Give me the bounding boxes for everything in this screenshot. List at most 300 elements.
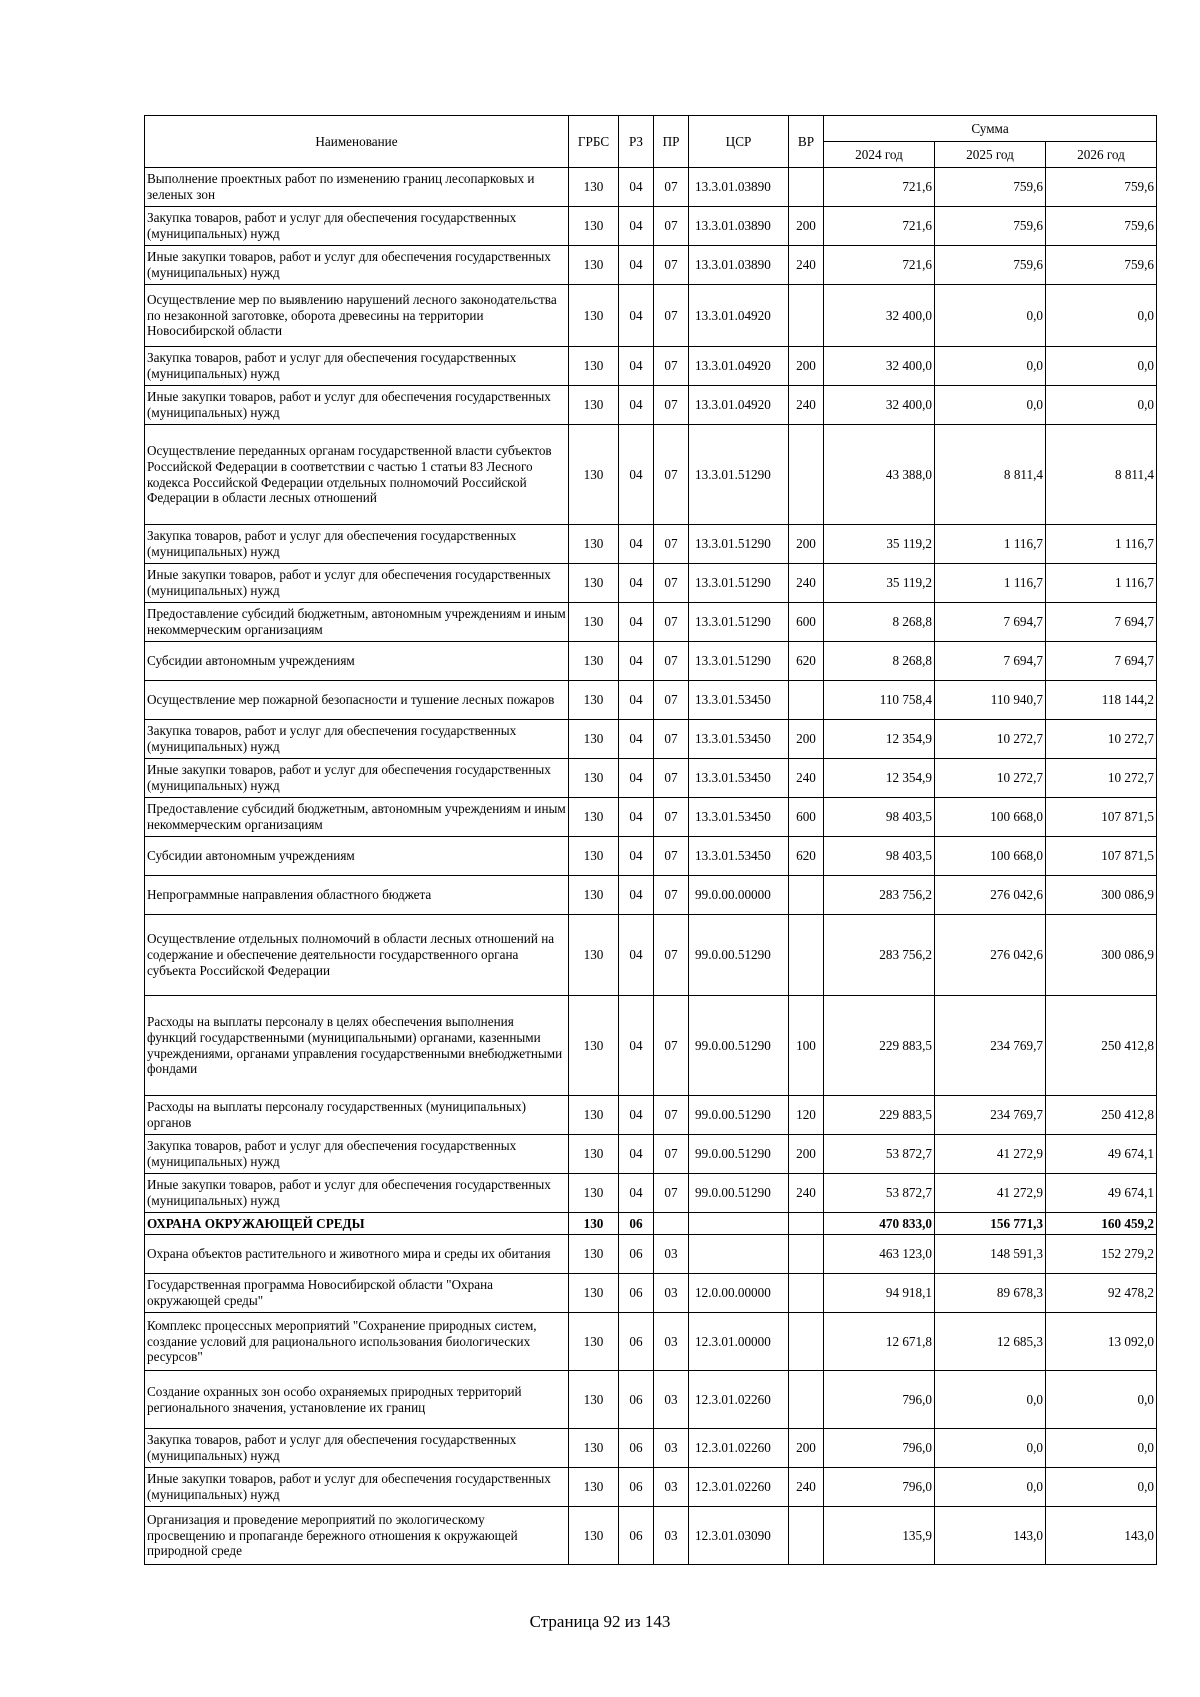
row-amount-2026: 8 811,4 (1046, 425, 1157, 525)
row-amount-2024: 463 123,0 (824, 1235, 935, 1274)
table-row (145, 642, 1157, 681)
row-name: Закупка товаров, работ и услуг для обеспечения государственных (муниципальных) нужд (145, 207, 569, 246)
row-vr: 200 (789, 1429, 824, 1468)
row-amount-2025: 234 769,7 (935, 996, 1046, 1096)
row-csr: 13.3.01.04920 (689, 386, 789, 425)
row-name: Иные закупки товаров, работ и услуг для обеспечения государственных (муниципальных) нужд (145, 1468, 569, 1507)
row-amount-2025: 276 042,6 (935, 876, 1046, 915)
row-amount-2024: 796,0 (824, 1429, 935, 1468)
row-vr: 200 (789, 347, 824, 386)
table-row (145, 564, 1157, 603)
row-vr: 600 (789, 798, 824, 837)
row-pr: 07 (654, 876, 689, 915)
row-rz: 04 (619, 285, 654, 347)
row-amount-2026: 10 272,7 (1046, 720, 1157, 759)
row-name: Иные закупки товаров, работ и услуг для обеспечения государственных (муниципальных) нужд (145, 759, 569, 798)
row-rz: 04 (619, 876, 654, 915)
row-amount-2025: 10 272,7 (935, 720, 1046, 759)
row-amount-2026: 0,0 (1046, 386, 1157, 425)
row-csr: 99.0.00.51290 (689, 1096, 789, 1135)
row-amount-2025: 0,0 (935, 1371, 1046, 1429)
row-pr: 07 (654, 681, 689, 720)
row-csr: 13.3.01.51290 (689, 564, 789, 603)
row-amount-2026: 300 086,9 (1046, 876, 1157, 915)
table-row (145, 1429, 1157, 1468)
row-csr: 13.3.01.53450 (689, 759, 789, 798)
row-amount-2025: 7 694,7 (935, 603, 1046, 642)
row-name: Закупка товаров, работ и услуг для обеспечения государственных (муниципальных) нужд (145, 1429, 569, 1468)
row-name: Выполнение проектных работ по изменению границ лесопарковых и зеленых зон (145, 168, 569, 207)
row-rz: 06 (619, 1371, 654, 1429)
row-vr: 200 (789, 207, 824, 246)
row-amount-2026: 759,6 (1046, 207, 1157, 246)
table-row (145, 837, 1157, 876)
row-rz: 04 (619, 798, 654, 837)
row-csr: 12.3.01.02260 (689, 1468, 789, 1507)
row-name: Расходы на выплаты персоналу государственных (муниципальных) органов (145, 1096, 569, 1135)
row-grbs: 130 (569, 285, 619, 347)
row-name: Закупка товаров, работ и услуг для обеспечения государственных (муниципальных) нужд (145, 347, 569, 386)
row-amount-2025: 12 685,3 (935, 1313, 1046, 1371)
row-amount-2025: 156 771,3 (935, 1213, 1046, 1235)
row-amount-2024: 32 400,0 (824, 386, 935, 425)
row-amount-2026: 1 116,7 (1046, 525, 1157, 564)
table-body (145, 168, 1157, 1565)
row-amount-2025: 148 591,3 (935, 1235, 1046, 1274)
row-grbs: 130 (569, 1274, 619, 1313)
row-amount-2026: 1 116,7 (1046, 564, 1157, 603)
row-amount-2026: 152 279,2 (1046, 1235, 1157, 1274)
row-rz: 06 (619, 1313, 654, 1371)
row-vr: 100 (789, 996, 824, 1096)
row-pr: 07 (654, 525, 689, 564)
row-pr: 03 (654, 1429, 689, 1468)
row-vr (789, 1371, 824, 1429)
header-year-2025: 2025 год (935, 142, 1046, 168)
table-row (145, 1235, 1157, 1274)
row-amount-2024: 135,9 (824, 1507, 935, 1565)
row-name: Осуществление отдельных полномочий в области лесных отношений на содержание и обеспечение деятельности государственного органа субъекта Российской Федерации (145, 915, 569, 996)
row-amount-2026: 118 144,2 (1046, 681, 1157, 720)
row-amount-2024: 98 403,5 (824, 798, 935, 837)
row-vr (789, 285, 824, 347)
table-row (145, 525, 1157, 564)
row-grbs: 130 (569, 642, 619, 681)
row-rz: 04 (619, 386, 654, 425)
row-grbs: 130 (569, 425, 619, 525)
row-grbs: 130 (569, 386, 619, 425)
row-pr: 07 (654, 246, 689, 285)
row-vr (789, 1274, 824, 1313)
row-rz: 04 (619, 1096, 654, 1135)
row-amount-2026: 107 871,5 (1046, 837, 1157, 876)
table-row (145, 759, 1157, 798)
row-name: Осуществление переданных органам государственной власти субъектов Российской Федерации в соответствии с частью 1 статьи 83 Лесного кодекса Российской Федерации отдельных полномочий Российской Федерации в области лесных отношений (145, 425, 569, 525)
row-name: Иные закупки товаров, работ и услуг для обеспечения государственных (муниципальных) нужд (145, 246, 569, 285)
row-rz: 06 (619, 1468, 654, 1507)
row-vr (789, 425, 824, 525)
row-vr (789, 1507, 824, 1565)
row-vr: 240 (789, 1174, 824, 1213)
row-amount-2024: 12 671,8 (824, 1313, 935, 1371)
table-row (145, 1213, 1157, 1235)
table-row (145, 386, 1157, 425)
header-sum: Сумма (824, 116, 1157, 142)
row-amount-2024: 8 268,8 (824, 642, 935, 681)
row-pr: 07 (654, 347, 689, 386)
row-amount-2026: 143,0 (1046, 1507, 1157, 1565)
row-pr: 07 (654, 425, 689, 525)
row-csr: 13.3.01.03890 (689, 207, 789, 246)
row-amount-2025: 1 116,7 (935, 564, 1046, 603)
row-csr: 99.0.00.00000 (689, 876, 789, 915)
row-pr: 07 (654, 798, 689, 837)
row-amount-2026: 92 478,2 (1046, 1274, 1157, 1313)
row-grbs: 130 (569, 1096, 619, 1135)
header-pr: ПР (654, 116, 689, 168)
row-grbs: 130 (569, 246, 619, 285)
row-amount-2026: 0,0 (1046, 285, 1157, 347)
row-amount-2024: 35 119,2 (824, 564, 935, 603)
table-row (145, 1507, 1157, 1565)
row-rz: 04 (619, 347, 654, 386)
row-name: Непрограммные направления областного бюджета (145, 876, 569, 915)
row-name: Иные закупки товаров, работ и услуг для обеспечения государственных (муниципальных) нужд (145, 564, 569, 603)
row-amount-2025: 0,0 (935, 1429, 1046, 1468)
row-name: Осуществление мер по выявлению нарушений лесного законодательства по незаконной заготовке, оборота древесины на территории Новосибирской области (145, 285, 569, 347)
row-amount-2026: 759,6 (1046, 168, 1157, 207)
row-pr: 03 (654, 1235, 689, 1274)
row-amount-2026: 7 694,7 (1046, 603, 1157, 642)
row-csr: 13.3.01.51290 (689, 525, 789, 564)
row-pr: 03 (654, 1274, 689, 1313)
row-rz: 04 (619, 915, 654, 996)
row-vr: 120 (789, 1096, 824, 1135)
row-pr: 07 (654, 1135, 689, 1174)
row-pr: 07 (654, 915, 689, 996)
row-pr: 07 (654, 996, 689, 1096)
row-amount-2024: 110 758,4 (824, 681, 935, 720)
row-rz: 04 (619, 837, 654, 876)
row-csr: 99.0.00.51290 (689, 915, 789, 996)
row-amount-2025: 0,0 (935, 347, 1046, 386)
table-row (145, 915, 1157, 996)
row-grbs: 130 (569, 1507, 619, 1565)
row-rz: 04 (619, 603, 654, 642)
row-grbs: 130 (569, 720, 619, 759)
header-grbs: ГРБС (569, 116, 619, 168)
row-pr: 07 (654, 642, 689, 681)
row-grbs: 130 (569, 798, 619, 837)
row-grbs: 130 (569, 1468, 619, 1507)
header-csr: ЦСР (689, 116, 789, 168)
row-amount-2025: 234 769,7 (935, 1096, 1046, 1135)
header-vr: ВР (789, 116, 824, 168)
row-rz: 06 (619, 1507, 654, 1565)
row-pr: 07 (654, 285, 689, 347)
row-csr: 13.3.01.53450 (689, 720, 789, 759)
row-csr: 12.0.00.00000 (689, 1274, 789, 1313)
row-vr: 240 (789, 386, 824, 425)
table-row (145, 246, 1157, 285)
row-vr (789, 168, 824, 207)
row-vr: 240 (789, 1468, 824, 1507)
header-name: Наименование (145, 116, 569, 168)
row-rz: 04 (619, 642, 654, 681)
row-amount-2024: 12 354,9 (824, 759, 935, 798)
row-grbs: 130 (569, 1429, 619, 1468)
row-rz: 04 (619, 1174, 654, 1213)
row-grbs: 130 (569, 1371, 619, 1429)
row-csr: 13.3.01.03890 (689, 246, 789, 285)
row-grbs: 130 (569, 168, 619, 207)
table-row (145, 603, 1157, 642)
row-amount-2024: 796,0 (824, 1468, 935, 1507)
row-amount-2024: 229 883,5 (824, 996, 935, 1096)
row-amount-2025: 41 272,9 (935, 1174, 1046, 1213)
row-pr: 03 (654, 1313, 689, 1371)
row-name: Иные закупки товаров, работ и услуг для обеспечения государственных (муниципальных) нужд (145, 1174, 569, 1213)
row-amount-2024: 35 119,2 (824, 525, 935, 564)
row-amount-2025: 143,0 (935, 1507, 1046, 1565)
row-csr: 13.3.01.51290 (689, 642, 789, 681)
row-amount-2025: 8 811,4 (935, 425, 1046, 525)
table-row (145, 1468, 1157, 1507)
row-name: Предоставление субсидий бюджетным, автономным учреждениям и иным некоммерческим организациям (145, 798, 569, 837)
row-pr: 07 (654, 720, 689, 759)
row-name: Субсидии автономным учреждениям (145, 837, 569, 876)
row-pr: 07 (654, 1096, 689, 1135)
row-grbs: 130 (569, 1135, 619, 1174)
row-pr: 07 (654, 759, 689, 798)
row-amount-2024: 94 918,1 (824, 1274, 935, 1313)
row-vr: 620 (789, 837, 824, 876)
row-rz: 06 (619, 1274, 654, 1313)
table-row (145, 1274, 1157, 1313)
row-grbs: 130 (569, 347, 619, 386)
row-amount-2026: 0,0 (1046, 1468, 1157, 1507)
row-name: Организация и проведение мероприятий по экологическому просвещению и пропаганде бережного отношения к окружающей природной среде (145, 1507, 569, 1565)
row-grbs: 130 (569, 915, 619, 996)
row-csr (689, 1235, 789, 1274)
row-vr (789, 681, 824, 720)
row-amount-2026: 250 412,8 (1046, 996, 1157, 1096)
row-vr: 200 (789, 525, 824, 564)
row-name: Субсидии автономным учреждениям (145, 642, 569, 681)
row-amount-2026: 160 459,2 (1046, 1213, 1157, 1235)
row-vr: 620 (789, 642, 824, 681)
row-name: Закупка товаров, работ и услуг для обеспечения государственных (муниципальных) нужд (145, 1135, 569, 1174)
table-header (145, 116, 1157, 168)
row-pr: 03 (654, 1468, 689, 1507)
row-rz: 04 (619, 720, 654, 759)
header-year-2024: 2024 год (824, 142, 935, 168)
row-amount-2024: 12 354,9 (824, 720, 935, 759)
row-pr: 07 (654, 1174, 689, 1213)
row-name: ОХРАНА ОКРУЖАЮЩЕЙ СРЕДЫ (145, 1213, 569, 1235)
row-vr: 600 (789, 603, 824, 642)
table-row (145, 285, 1157, 347)
row-vr (789, 1313, 824, 1371)
row-amount-2025: 0,0 (935, 1468, 1046, 1507)
table-row (145, 1313, 1157, 1371)
row-name: Иные закупки товаров, работ и услуг для обеспечения государственных (муниципальных) нужд (145, 386, 569, 425)
row-amount-2026: 300 086,9 (1046, 915, 1157, 996)
row-amount-2025: 276 042,6 (935, 915, 1046, 996)
row-name: Охрана объектов растительного и животного мира и среды их обитания (145, 1235, 569, 1274)
table-row (145, 347, 1157, 386)
row-name: Расходы на выплаты персоналу в целях обеспечения выполнения функций государственными (муниципальными) органами, казенными учреждениями, органами управления государственными внебюджетными фондами (145, 996, 569, 1096)
row-amount-2024: 229 883,5 (824, 1096, 935, 1135)
row-pr: 03 (654, 1507, 689, 1565)
row-amount-2024: 53 872,7 (824, 1135, 935, 1174)
row-amount-2025: 10 272,7 (935, 759, 1046, 798)
table-row (145, 876, 1157, 915)
table-row (145, 720, 1157, 759)
table-row (145, 681, 1157, 720)
row-pr: 07 (654, 386, 689, 425)
row-amount-2025: 759,6 (935, 207, 1046, 246)
row-amount-2024: 98 403,5 (824, 837, 935, 876)
row-vr (789, 876, 824, 915)
row-amount-2026: 0,0 (1046, 1429, 1157, 1468)
row-amount-2025: 759,6 (935, 246, 1046, 285)
row-csr: 12.3.01.02260 (689, 1429, 789, 1468)
row-name: Предоставление субсидий бюджетным, автономным учреждениям и иным некоммерческим организациям (145, 603, 569, 642)
row-grbs: 130 (569, 1313, 619, 1371)
row-amount-2026: 0,0 (1046, 1371, 1157, 1429)
row-rz: 04 (619, 168, 654, 207)
row-amount-2024: 283 756,2 (824, 876, 935, 915)
row-amount-2025: 110 940,7 (935, 681, 1046, 720)
row-csr: 13.3.01.51290 (689, 425, 789, 525)
row-rz: 04 (619, 525, 654, 564)
row-amount-2024: 32 400,0 (824, 285, 935, 347)
row-grbs: 130 (569, 876, 619, 915)
row-amount-2025: 759,6 (935, 168, 1046, 207)
row-csr: 13.3.01.53450 (689, 837, 789, 876)
row-amount-2026: 13 092,0 (1046, 1313, 1157, 1371)
row-vr: 240 (789, 759, 824, 798)
row-amount-2024: 43 388,0 (824, 425, 935, 525)
table-row (145, 1135, 1157, 1174)
row-grbs: 130 (569, 1235, 619, 1274)
row-amount-2024: 32 400,0 (824, 347, 935, 386)
row-amount-2024: 8 268,8 (824, 603, 935, 642)
row-pr: 03 (654, 1371, 689, 1429)
row-amount-2024: 53 872,7 (824, 1174, 935, 1213)
table-row (145, 1371, 1157, 1429)
row-amount-2026: 759,6 (1046, 246, 1157, 285)
budget-table (144, 115, 1157, 1565)
row-amount-2025: 0,0 (935, 386, 1046, 425)
row-csr (689, 1213, 789, 1235)
row-name: Закупка товаров, работ и услуг для обеспечения государственных (муниципальных) нужд (145, 525, 569, 564)
table-row (145, 798, 1157, 837)
row-name: Осуществление мер пожарной безопасности и тушение лесных пожаров (145, 681, 569, 720)
table-row (145, 1174, 1157, 1213)
row-csr: 12.3.01.02260 (689, 1371, 789, 1429)
row-grbs: 130 (569, 603, 619, 642)
row-rz: 04 (619, 996, 654, 1096)
row-vr (789, 915, 824, 996)
row-csr: 99.0.00.51290 (689, 1135, 789, 1174)
row-grbs: 130 (569, 681, 619, 720)
row-amount-2024: 796,0 (824, 1371, 935, 1429)
table-row (145, 207, 1157, 246)
row-grbs: 130 (569, 525, 619, 564)
header-year-2026: 2026 год (1046, 142, 1157, 168)
row-vr: 200 (789, 720, 824, 759)
row-pr: 07 (654, 207, 689, 246)
row-amount-2026: 250 412,8 (1046, 1096, 1157, 1135)
row-amount-2025: 100 668,0 (935, 837, 1046, 876)
row-vr: 200 (789, 1135, 824, 1174)
row-grbs: 130 (569, 207, 619, 246)
row-vr: 240 (789, 564, 824, 603)
row-rz: 04 (619, 425, 654, 525)
row-amount-2025: 89 678,3 (935, 1274, 1046, 1313)
header-rz: РЗ (619, 116, 654, 168)
page-number: Страница 92 из 143 (529, 1612, 671, 1631)
row-rz: 06 (619, 1213, 654, 1235)
row-grbs: 130 (569, 996, 619, 1096)
row-csr: 99.0.00.51290 (689, 996, 789, 1096)
row-vr (789, 1235, 824, 1274)
row-name: Закупка товаров, работ и услуг для обеспечения государственных (муниципальных) нужд (145, 720, 569, 759)
row-csr: 13.3.01.03890 (689, 168, 789, 207)
row-amount-2024: 721,6 (824, 207, 935, 246)
table-row (145, 425, 1157, 525)
row-amount-2026: 49 674,1 (1046, 1135, 1157, 1174)
row-grbs: 130 (569, 564, 619, 603)
row-vr: 240 (789, 246, 824, 285)
row-csr: 13.3.01.53450 (689, 681, 789, 720)
row-name: Создание охранных зон особо охраняемых природных территорий регионального значения, установление их границ (145, 1371, 569, 1429)
row-csr: 99.0.00.51290 (689, 1174, 789, 1213)
row-rz: 04 (619, 1135, 654, 1174)
row-amount-2025: 0,0 (935, 285, 1046, 347)
row-amount-2026: 0,0 (1046, 347, 1157, 386)
row-amount-2024: 283 756,2 (824, 915, 935, 996)
row-csr: 13.3.01.53450 (689, 798, 789, 837)
row-csr: 12.3.01.03090 (689, 1507, 789, 1565)
row-amount-2024: 470 833,0 (824, 1213, 935, 1235)
row-amount-2024: 721,6 (824, 168, 935, 207)
row-amount-2025: 7 694,7 (935, 642, 1046, 681)
row-csr: 12.3.01.00000 (689, 1313, 789, 1371)
row-rz: 04 (619, 681, 654, 720)
row-rz: 06 (619, 1235, 654, 1274)
row-grbs: 130 (569, 759, 619, 798)
table-row (145, 1096, 1157, 1135)
row-amount-2025: 100 668,0 (935, 798, 1046, 837)
row-grbs: 130 (569, 837, 619, 876)
row-rz: 04 (619, 564, 654, 603)
row-rz: 06 (619, 1429, 654, 1468)
row-pr: 07 (654, 168, 689, 207)
row-amount-2026: 7 694,7 (1046, 642, 1157, 681)
row-grbs: 130 (569, 1174, 619, 1213)
row-name: Государственная программа Новосибирской области "Охрана окружающей среды" (145, 1274, 569, 1313)
row-pr: 07 (654, 603, 689, 642)
table-row (145, 168, 1157, 207)
row-vr (789, 1213, 824, 1235)
row-pr (654, 1213, 689, 1235)
row-grbs: 130 (569, 1213, 619, 1235)
row-pr: 07 (654, 564, 689, 603)
row-amount-2024: 721,6 (824, 246, 935, 285)
